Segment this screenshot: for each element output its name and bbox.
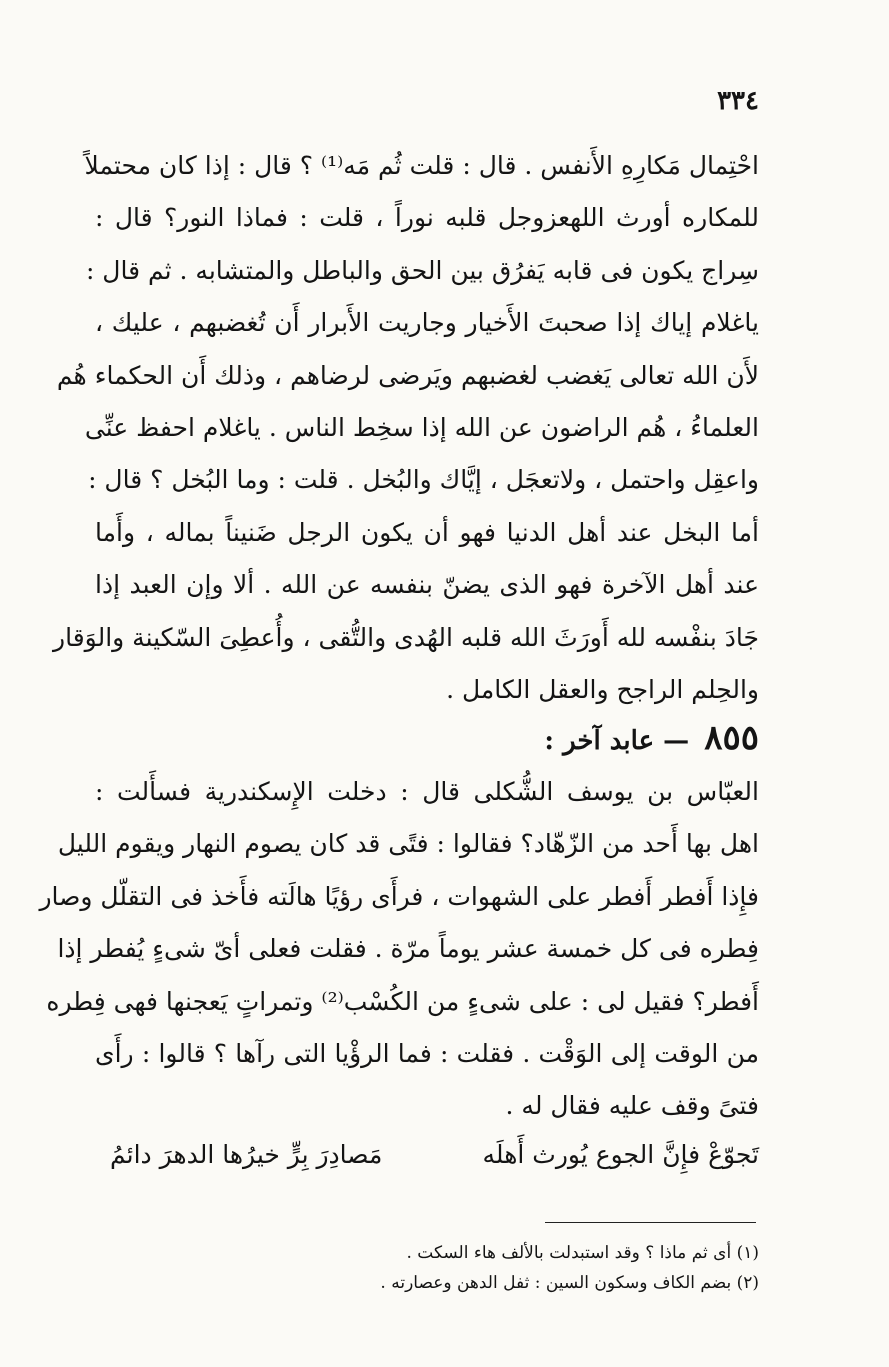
verse-second-hemistich: مَصادِرَ بِرٍّ خيرُها الدهرَ دائمُ [110,1140,383,1169]
page-number: ٣٣٤ [717,86,759,116]
section-title: — عابد آخر : [544,726,690,756]
section-heading [544,718,759,758]
text-line: عند أهل الآخرة فهو الذى يضنّ بنفسه عن الله . ألا وإن العبد إذا [95,570,759,600]
footnote-1: (١) أى ثم ماذا ؟ وقد استبدلت بالألف هاء السكت . [406,1243,759,1263]
text-line: جَادَ بنفْسه لله أَورَثَ الله قلبه الهُدى والتُّقى ، وأُعطِىَ السّكينة والوَقار [53,622,759,652]
text-line: أما البخل عند أهل الدنيا فهو أن يكون الرجل ضَنيناً بماله ، وأَما [95,517,759,547]
paragraph-1 [53,140,759,716]
text-line: فِطره فى كل خمسة عشر يوماً مرّة . فقلت فعلى أىّ شىءٍ يُفطر إذا [57,934,759,964]
text-line: العلماءُ ، هُم الراضون عن الله إذا سخِط الناس . ياغلام احفظ عنِّى [84,413,759,443]
paragraph-2 [39,766,759,1133]
text-line: والحِلم الراجح والعقل الكامل . [446,675,759,705]
text-line: أَفطر؟ فقيل لى : على شىءٍ من الكُسْب⁽²⁾ وتمراتٍ يَعجنها فهى فِطره [46,986,759,1016]
text-line: اهل بها أَحد من الزّهّاد؟ فقالوا : فتًى قد كان يصوم النهار ويقوم الليل [57,829,759,859]
text-line: احْتِمال مَكارِهِ الأَنفس . قال : قلت ثُم مَه⁽¹⁾ ؟ قال : إذا كان محتملاً [84,151,759,180]
text-line: للمكاره أورث اللهعزوجل قلبه نوراً ، قلت : فماذا النور؟ قال : [95,203,759,233]
text-line: ياغلام إياك إذا صحبتَ الأَخيار وجاريت الأَبرار أَن تُغضبهم ، عليك ، [95,308,759,338]
footnotes [380,1238,759,1298]
text-line: واعقِل واحتمل ، ولاتعجَل ، إيَّاك والبُخل . قلت : وما البُخل ؟ قال : [88,465,759,495]
text-line: من الوقت إلى الوَقْت . فقلت : فما الرؤْيا التى رآها ؟ قالوا : رأَى [95,1039,759,1069]
text-line: لأَن الله تعالى يَغضب لغضبهم ويَرضى لرضاهم ، وذلك أَن الحكماء هُم [56,360,759,390]
footnote-divider [545,1222,756,1223]
text-line: فتىً وقف عليه فقال له . [505,1091,759,1121]
poem-verse [110,1140,759,1190]
footnote-2: (٢) بضم الكاف وسكون السين : ثفل الدهن وعصارته . [380,1273,759,1293]
text-line: سِراج يكون فى قابه يَفرُق بين الحق والباطل والمتشابه . ثم قال : [85,255,759,285]
section-number: ٨٥٥ [704,718,759,758]
text-line: العبّاس بن يوسف الشُّكلى قال : دخلت الإِسكندرية فسأَلت : [95,777,759,806]
verse-first-hemistich: تَجوّعْ فإِنَّ الجوع يُورث أَهلَه [482,1140,759,1169]
text-line: فإِذا أَفطر أَفطر على الشهوات ، فرأَى رؤيًا هالَته فأَخذ فى التقلّل وصار [39,881,759,911]
